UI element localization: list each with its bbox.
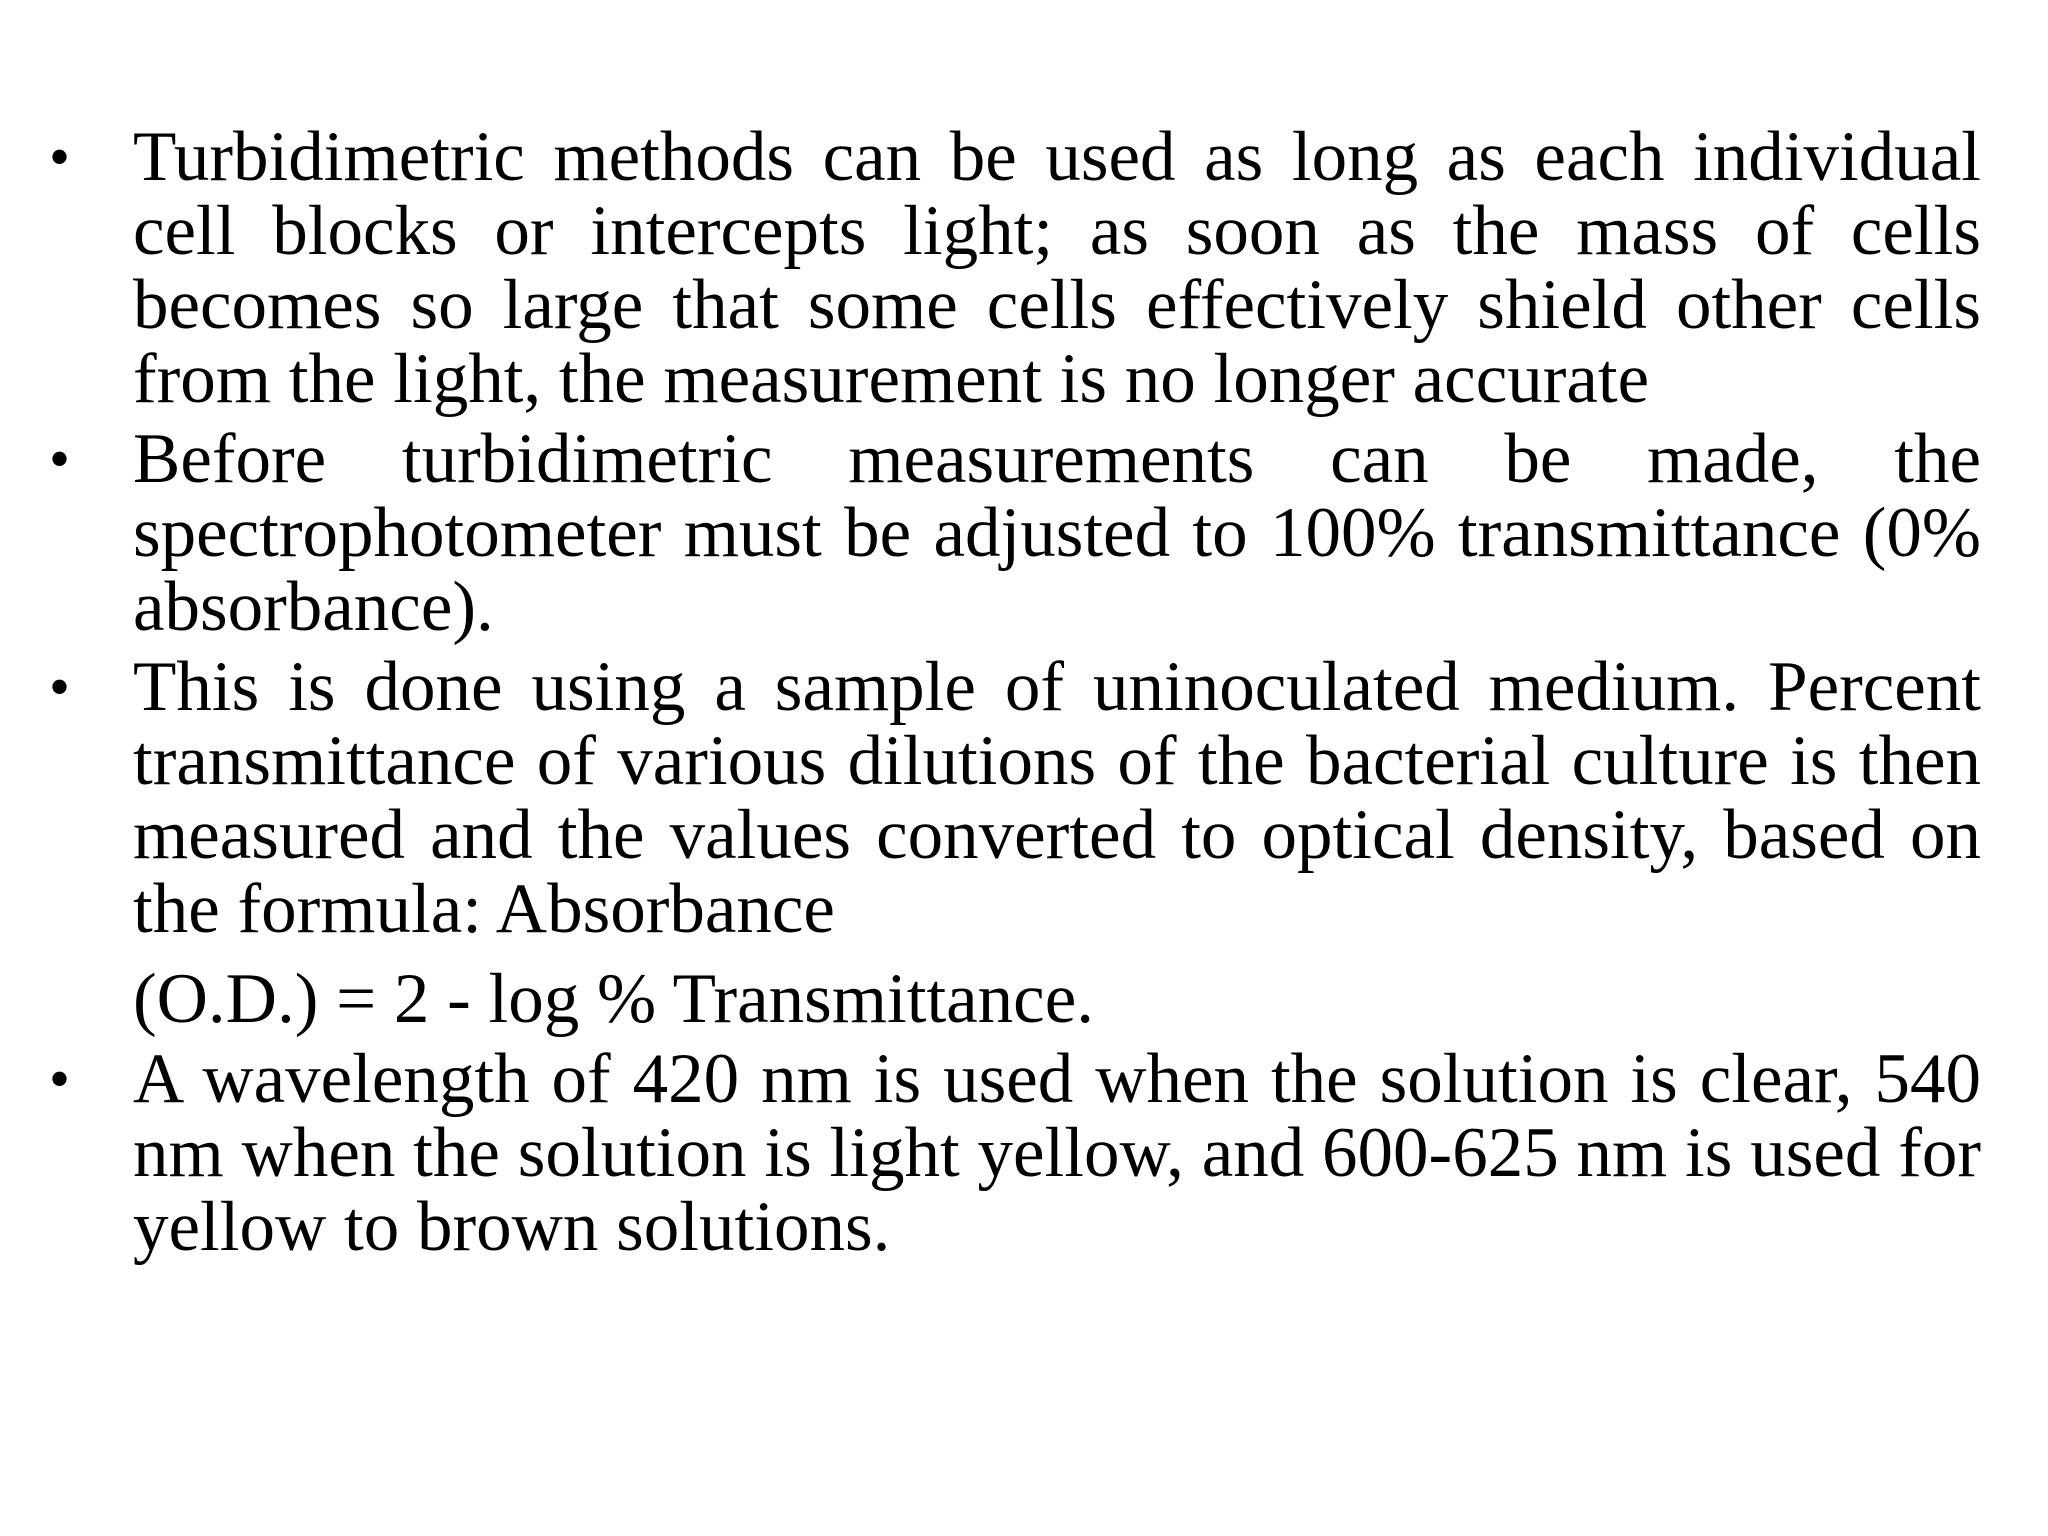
bullet-icon: • [49,124,71,190]
bullet-text: Turbidimetric methods can be used as long as each individual cell blocks or intercepts light; as soon as the mass of cells becomes so large that some cells effectively shield other cells from the light, the measurement is no longer accurate [133,118,1981,418]
bullet-item-spectrophotometer-adjustment [49,420,1981,646]
bullet-icon: • [49,426,71,492]
bullet-text: A wavelength of 420 nm is used when the solution is clear, 540 nm when the solution is light yellow, and 600-625 nm is used for yellow to brown solutions. [133,1040,1981,1266]
bullet-item-wavelength [49,1040,1981,1266]
bullet-text: Before turbidimetric measurements can be made, the spectrophotometer must be adjusted to 100% transmittance (0% absorbance). [133,420,1981,646]
bullet-list [49,118,1981,1266]
bullet-item-turbidimetric-methods [49,118,1981,418]
bullet-text: This is done using a sample of uninoculated medium. Percent transmittance of various dilutions of the bacterial culture is then measured and the values converted to optical density, based on the formula: Absorbance [133,648,1981,948]
bullet-icon: • [49,654,71,720]
formula-line: (O.D.) = 2 - log % Transmittance. [133,960,1094,1038]
bullet-item-uninoculated-medium [49,648,1981,1038]
bullet-icon: • [49,1046,71,1112]
